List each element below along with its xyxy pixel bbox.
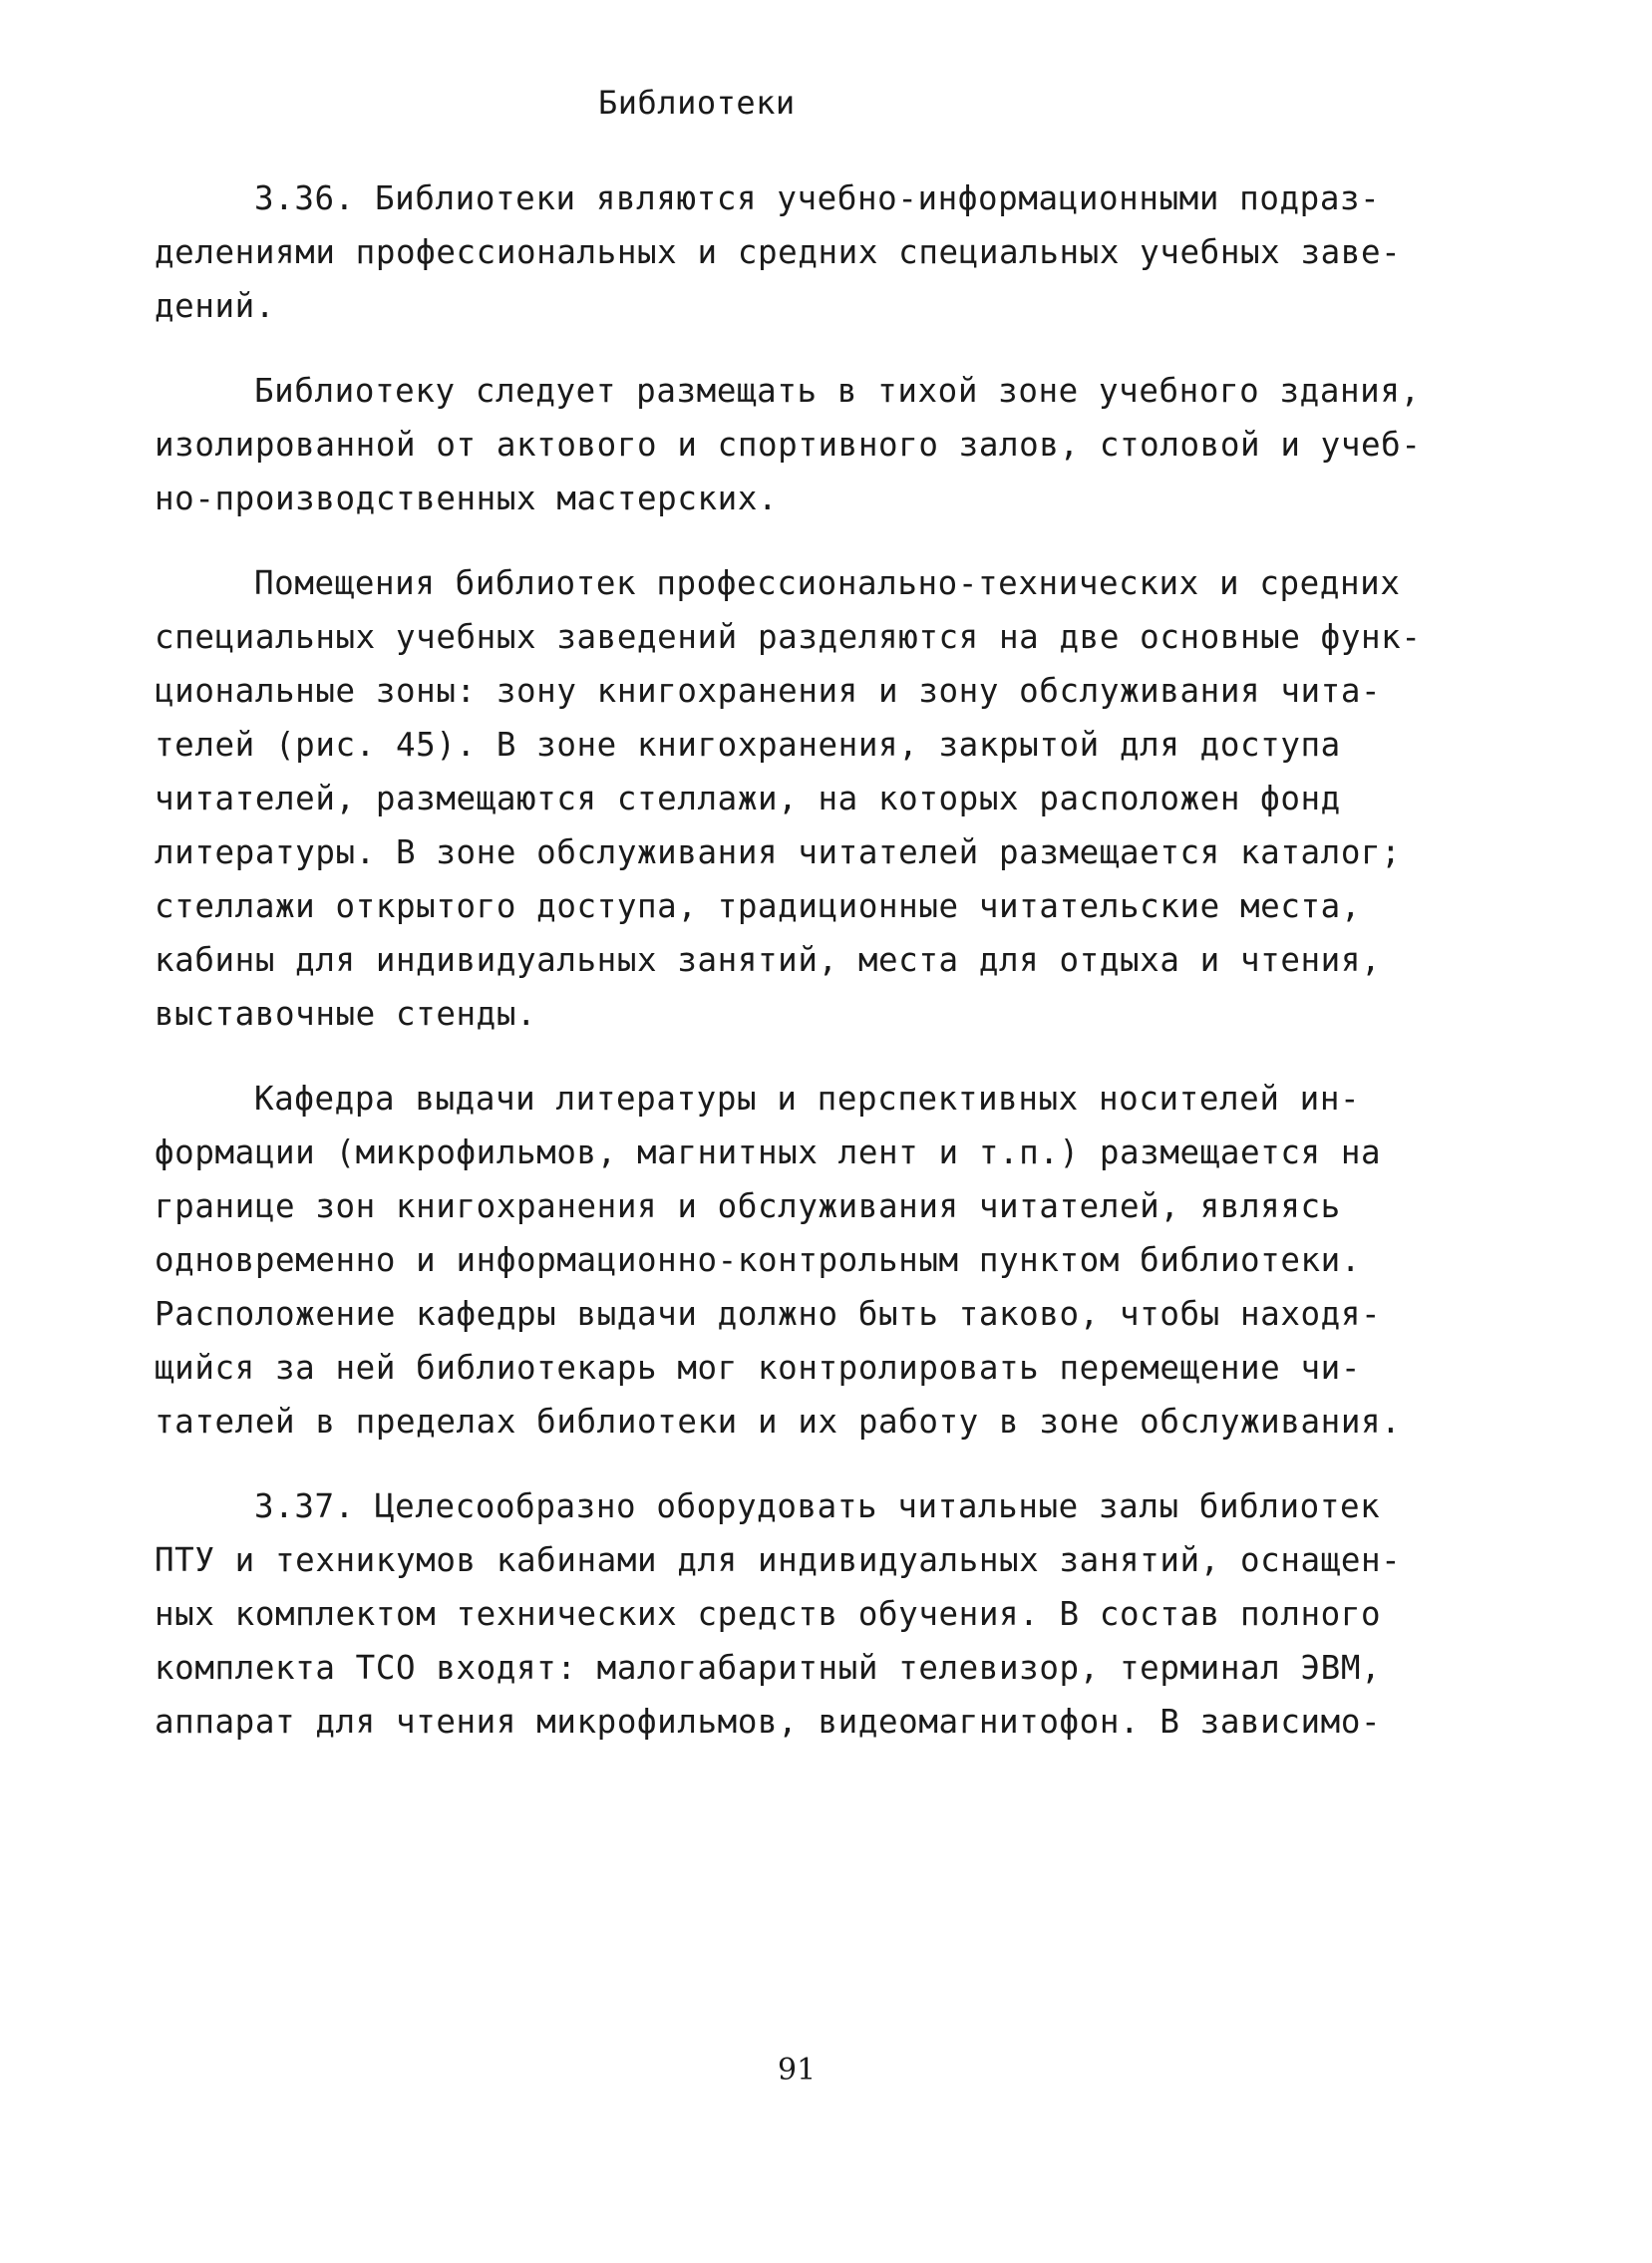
text-line: дений. (155, 287, 275, 325)
text-line: ных комплектом технических средств обучения. В состав полного (155, 1595, 1382, 1633)
text-line: границе зон книгохранения и обслуживания читателей, являясь (155, 1187, 1341, 1225)
text-line: Кафедра выдачи литературы и перспективных носителей ин- (254, 1080, 1361, 1118)
text-line: но-производственных мастерских. (155, 480, 779, 517)
text-line: комплекта ТСО входят: малогабаритный телевизор, терминал ЭВМ, (155, 1649, 1382, 1687)
text-line: одновременно и информационно-контрольным пунктом библиотеки. (155, 1241, 1361, 1279)
text-line: кабины для индивидуальных занятий, места для отдыха и чтения, (155, 941, 1382, 979)
text-line: читателей, размещаются стеллажи, на которых расположен фонд (155, 780, 1341, 817)
text-line: выставочные стенды. (155, 995, 537, 1033)
text-line: специальных учебных заведений разделяются на две основные функ- (155, 618, 1422, 656)
text-line: Помещения библиотек профессионально-технических и средних (254, 564, 1401, 602)
section-heading: Библиотеки (598, 84, 796, 122)
text-line: изолированной от актового и спортивного залов, столовой и учеб- (155, 426, 1422, 464)
text-line: ПТУ и техникумов кабинами для индивидуальных занятий, оснащен- (155, 1541, 1402, 1579)
page-number: 91 (778, 2053, 817, 2088)
text-line: формации (микрофильмов, магнитных лент и т.п.) размещается на (155, 1133, 1382, 1171)
text-line: щийся за ней библиотекарь мог контролировать перемещение чи- (155, 1349, 1361, 1387)
text-line: 3.37. Целесообразно оборудовать читальные залы библиотек (254, 1487, 1381, 1525)
text-line: 3.36. Библиотеки являются учебно-информационными подраз- (254, 179, 1381, 217)
text-line: циональные зоны: зону книгохранения и зону обслуживания чита- (155, 672, 1382, 710)
text-line: Расположение кафедры выдачи должно быть таково, чтобы находя- (155, 1295, 1382, 1333)
text-line: тателей в пределах библиотеки и их работу в зоне обслуживания. (155, 1403, 1402, 1441)
text-line: аппарат для чтения микрофильмов, видеомагнитофон. В зависимо- (155, 1703, 1382, 1741)
text-line: стеллажи открытого доступа, традиционные читательские места, (155, 887, 1361, 925)
text-line: литературы. В зоне обслуживания читателей размещается каталог; (155, 833, 1402, 871)
text-line: делениями профессиональных и средних специальных учебных заве- (155, 233, 1402, 271)
text-line: телей (рис. 45). В зоне книгохранения, закрытой для доступа (155, 726, 1341, 764)
text-line: Библиотеку следует размещать в тихой зоне учебного здания, (254, 372, 1421, 410)
